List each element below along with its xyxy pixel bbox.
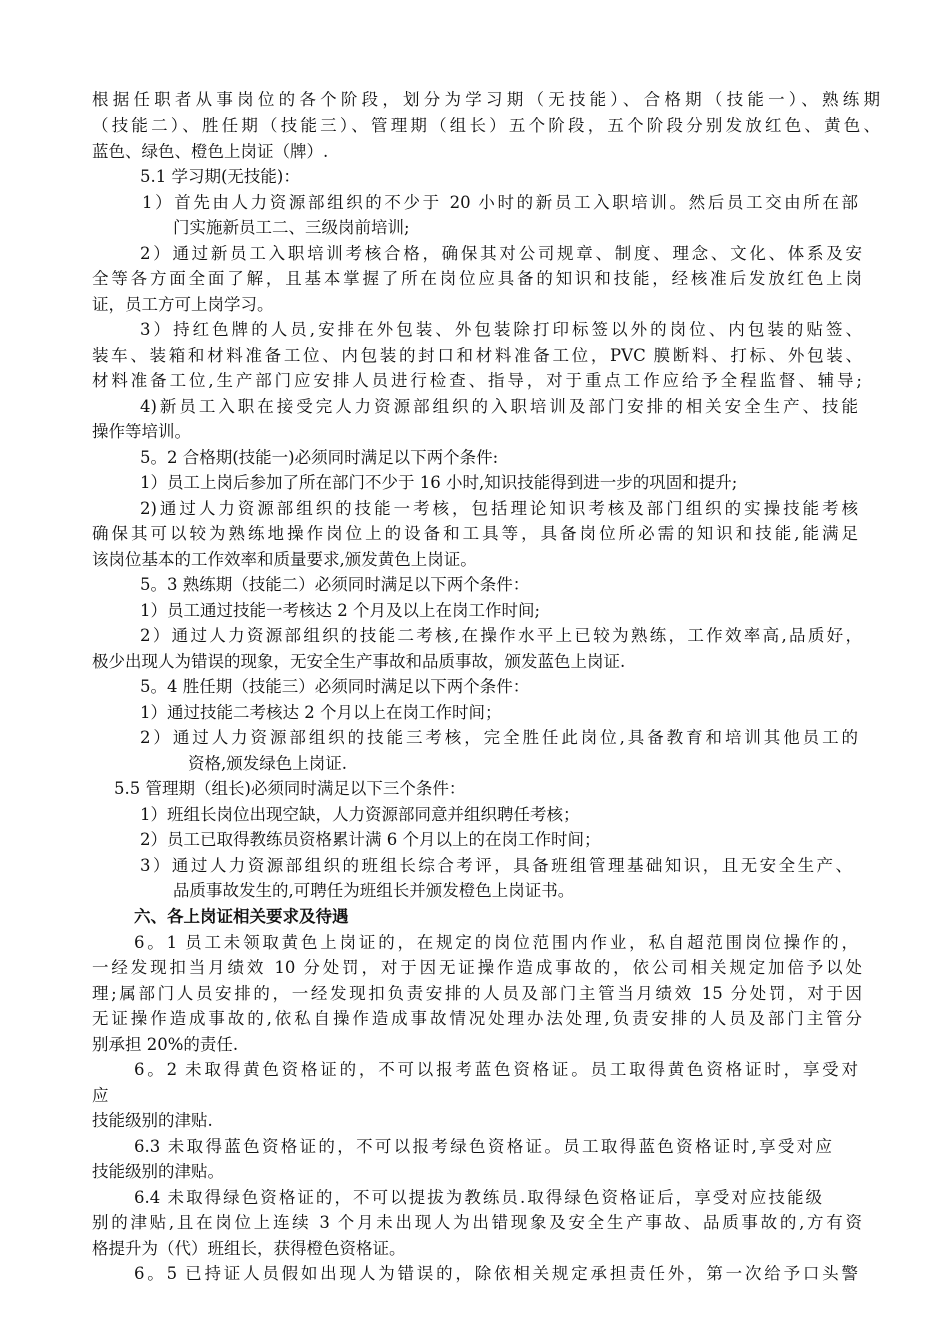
section-heading-5-5: 5.5 管理期（组长)必须同时满足以下三个条件： [114, 779, 466, 798]
list-item: 2）通过人力资源部组织的技能三考核，完全胜任此岗位,具备教育和培训其他员工的 [140, 728, 858, 747]
list-item: 1）员工通过技能一考核达 2 个月及以上在岗工作时间; [140, 601, 541, 620]
paragraph-line: 操作等培训。 [92, 422, 191, 441]
list-item: 3）通过人力资源部组织的班组长综合考评，具备班组管理基础知识，且无安全生产、 [140, 856, 852, 875]
list-item: 1）员工上岗后参加了所在部门不少于 16 小时,知识技能得到进一步的巩固和提升; [140, 473, 738, 492]
paragraph-line: 别承担 20%的责任. [92, 1035, 239, 1054]
section-heading-5-4: 5。4 胜任期（技能三）必须同时满足以下两个条件： [140, 677, 530, 696]
list-item-continuation: 资格,颁发绿色上岗证. [188, 754, 347, 773]
paragraph-line: （技能二）、胜任期（技能三）、管理期（组长）五个阶段，五个阶段分别发放红色、黄色、 [92, 116, 880, 135]
paragraph-line: 理;属部门人员安排的，一经发现扣负责安排的人员及部门主管当月绩效 15 分处罚，对于因 [92, 984, 862, 1003]
list-item: 1）首先由人力资源部组织的不少于 20 小时的新员工入职培训。然后员工交由所在部 [142, 193, 858, 212]
paragraph-line: 证，员工方可上岗学习。 [92, 295, 274, 314]
paragraph-line: 装车、装箱和材料准备工位、内包装的封口和材料准备工位，PVC 膜断料、打标、外包装、 [92, 346, 862, 365]
section-heading-5-3: 5。3 熟练期（技能二）必须同时满足以下两个条件： [140, 575, 530, 594]
list-item: 2）员工已取得教练员资格累计满 6 个月以上的在岗工作时间； [140, 830, 601, 849]
section-heading-5-2: 5。2 合格期(技能一)必须同时满足以下两个条件: [140, 448, 499, 467]
paragraph-line: 根据任职者从事岗位的各个阶段，划分为学习期（无技能）、合格期（技能一）、熟练期 [92, 90, 880, 109]
section-heading-5-1: 5.1 学习期(无技能)： [140, 167, 300, 186]
paragraph-line: 一经发现扣当月绩效 10 分处罚，对于因无证操作造成事故的，依公司相关规定加倍予以处 [92, 958, 862, 977]
paragraph-line: 该岗位基本的工作效率和质量要求,颁发黄色上岗证。 [92, 550, 477, 569]
paragraph-line: 格提升为（代）班组长，获得橙色资格证。 [92, 1239, 406, 1258]
paragraph-line: 材料准备工位,生产部门应安排人员进行检查、指导，对于重点工作应给予全程监督、辅导; [92, 371, 862, 390]
list-item: 4)新员工入职在接受完人力资源部组织的入职培训及部门安排的相关安全生产、技能 [140, 397, 858, 416]
paragraph-line: 应 [92, 1086, 109, 1105]
paragraph-line: 别的津贴,且在岗位上连续 3 个月未出现人为出错现象及安全生产事故、品质事故的,方有资 [92, 1213, 862, 1232]
list-item: 2）通过新员工入职培训考核合格，确保其对公司规章、制度、理念、文化、体系及安 [140, 244, 862, 263]
section-title-6: 六、各上岗证相关要求及待遇 [134, 907, 349, 926]
paragraph-line: 6.4 未取得绿色资格证的，不可以提拔为教练员.取得绿色资格证后，享受对应技能级 [134, 1188, 822, 1207]
list-item: 2)通过人力资源部组织的技能一考核，包括理论知识考核及部门组织的实操技能考核 [140, 499, 858, 518]
paragraph-line: 蓝色、绿色、橙色上岗证（牌）. [92, 142, 329, 161]
list-item: 1）班组长岗位出现空缺，人力资源部同意并组织聘任考核； [140, 805, 580, 824]
paragraph-line: 6.3 未取得蓝色资格证的，不可以报考绿色资格证。员工取得蓝色资格证时,享受对应 [134, 1137, 832, 1156]
paragraph-line: 6。5 已持证人员假如出现人为错误的，除依相关规定承担责任外，第一次给予口头警 [134, 1264, 858, 1283]
paragraph-line: 6。2 未取得黄色资格证的，不可以报考蓝色资格证。员工取得黄色资格证时，享受对 [134, 1060, 858, 1079]
list-item-continuation: 门实施新员工二、三级岗前培训; [173, 218, 410, 237]
paragraph-line: 全等各方面全面了解，且基本掌握了所在岗位应具备的知识和技能，经核准后发放红色上岗 [92, 269, 862, 288]
paragraph-line: 极少出现人为错误的现象，无安全生产事故和品质事故，颁发蓝色上岗证. [92, 652, 626, 671]
paragraph-line: 技能级别的津贴. [92, 1111, 213, 1130]
list-item: 2）通过人力资源部组织的技能二考核,在操作水平上已较为熟练，工作效率高,品质好， [140, 626, 862, 645]
paragraph-line: 技能级别的津贴。 [92, 1162, 224, 1181]
paragraph-line: 6。1 员工未领取黄色上岗证的，在规定的岗位范围内作业，私自超范围岗位操作的， [134, 933, 858, 952]
paragraph-line: 确保其可以较为熟练地操作岗位上的设备和工具等，具备岗位所必需的知识和技能,能满足 [92, 524, 858, 543]
list-item-continuation: 品质事故发生的,可聘任为班组长并颁发橙色上岗证书。 [173, 881, 575, 900]
paragraph-line: 无证操作造成事故的,依私自操作造成事故情况处理办法处理,负责安排的人员及部门主管分 [92, 1009, 862, 1028]
list-item: 1）通过技能二考核达 2 个月以上在岗工作时间； [140, 703, 502, 722]
list-item: 3）持红色牌的人员,安排在外包装、外包装除打印标签以外的岗位、内包装的贴签、 [140, 320, 862, 339]
